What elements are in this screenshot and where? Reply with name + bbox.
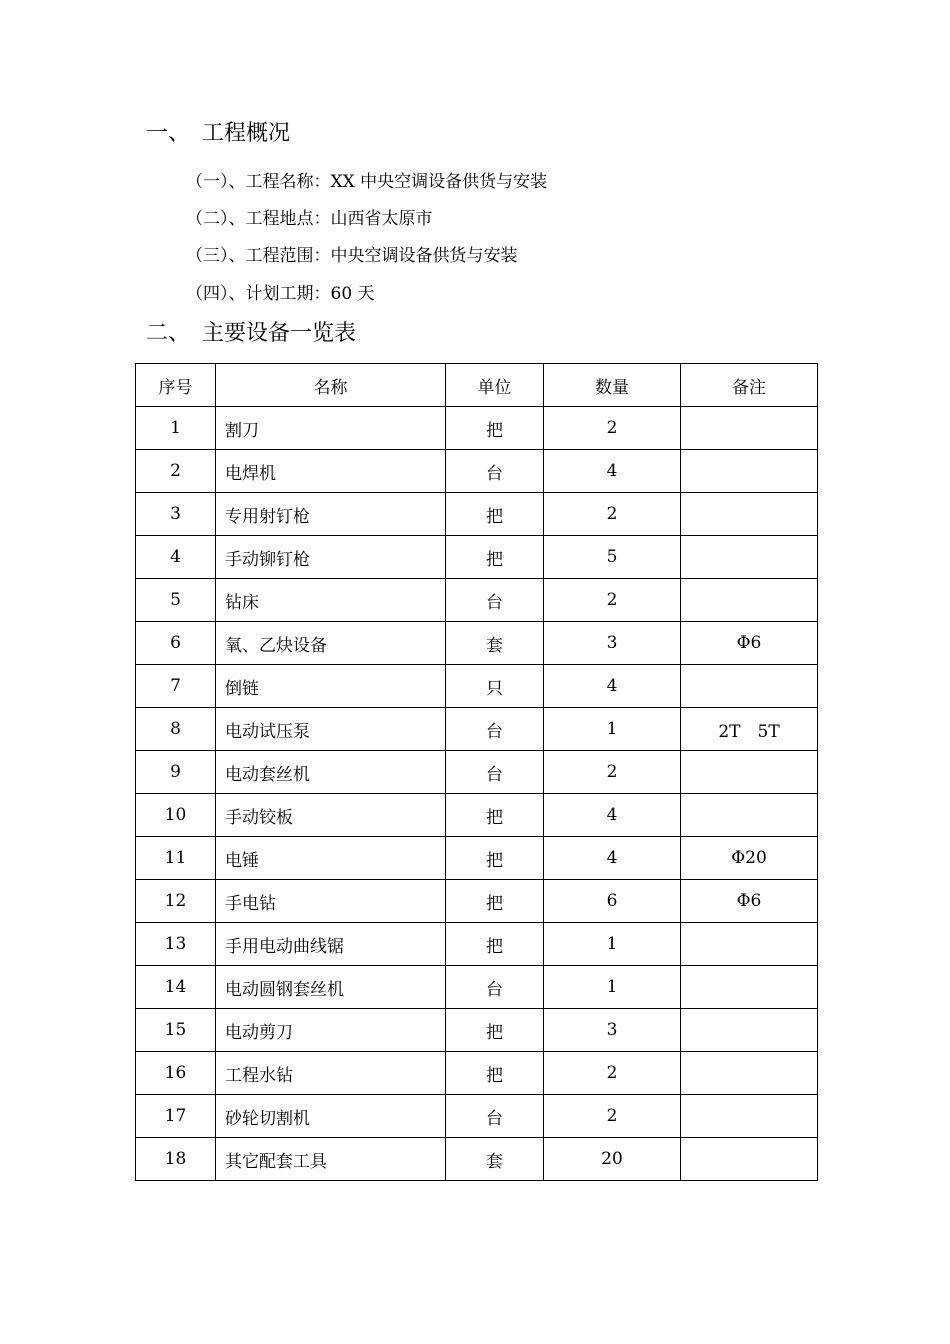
header-unit: 单位 [446, 364, 544, 407]
cell-seq: 18 [136, 1138, 216, 1181]
header-remarks: 备注 [681, 364, 818, 407]
header-seq: 序号 [136, 364, 216, 407]
cell-name: 电动剪刀 [216, 1009, 446, 1052]
cell-quantity: 2 [544, 493, 681, 536]
cell-unit: 把 [446, 493, 544, 536]
cell-unit: 台 [446, 966, 544, 1009]
cell-remarks [681, 1095, 818, 1138]
cell-remarks: Φ6 [681, 622, 818, 665]
cell-name: 其它配套工具 [216, 1138, 446, 1181]
cell-name: 工程水钻 [216, 1052, 446, 1095]
cell-unit: 把 [446, 1009, 544, 1052]
cell-unit: 把 [446, 923, 544, 966]
project-location-line: （二）、工程地点：山西省太原市 [186, 209, 433, 229]
cell-seq: 2 [136, 450, 216, 493]
section-1-title: 工程概况 [202, 121, 291, 146]
cell-unit: 台 [446, 1095, 544, 1138]
cell-seq: 8 [136, 708, 216, 751]
table-row [136, 1138, 818, 1181]
cell-seq: 5 [136, 579, 216, 622]
cell-name: 手动铆钉枪 [216, 536, 446, 579]
section-1-heading [146, 120, 290, 148]
table-header-row [136, 364, 818, 407]
project-scope-line: （三）、工程范围：中央空调设备供货与安装 [186, 246, 518, 266]
cell-quantity: 20 [544, 1138, 681, 1181]
cell-quantity: 2 [544, 579, 681, 622]
cell-quantity: 1 [544, 966, 681, 1009]
table-row [136, 536, 818, 579]
cell-quantity: 6 [544, 880, 681, 923]
cell-name: 电锤 [216, 837, 446, 880]
cell-remarks [681, 1009, 818, 1052]
header-name: 名称 [216, 364, 446, 407]
cell-name: 手电钻 [216, 880, 446, 923]
section-2-number: 二、 [146, 321, 191, 346]
cell-seq: 13 [136, 923, 216, 966]
cell-remarks [681, 407, 818, 450]
cell-name: 电焊机 [216, 450, 446, 493]
cell-unit: 把 [446, 880, 544, 923]
cell-quantity: 3 [544, 1009, 681, 1052]
section-2-title: 主要设备一览表 [202, 321, 357, 346]
cell-name: 电动圆钢套丝机 [216, 966, 446, 1009]
cell-quantity: 4 [544, 450, 681, 493]
cell-unit: 台 [446, 708, 544, 751]
cell-unit: 套 [446, 1138, 544, 1181]
cell-seq: 4 [136, 536, 216, 579]
cell-quantity: 4 [544, 794, 681, 837]
cell-remarks [681, 1052, 818, 1095]
cell-name: 手动铰板 [216, 794, 446, 837]
cell-name: 割刀 [216, 407, 446, 450]
cell-unit: 套 [446, 622, 544, 665]
cell-seq: 7 [136, 665, 216, 708]
cell-quantity: 4 [544, 665, 681, 708]
cell-name: 手用电动曲线锯 [216, 923, 446, 966]
cell-quantity: 2 [544, 407, 681, 450]
cell-name: 氧、乙炔设备 [216, 622, 446, 665]
cell-unit: 把 [446, 1052, 544, 1095]
cell-seq: 10 [136, 794, 216, 837]
section-2-heading [146, 320, 356, 348]
cell-remarks [681, 794, 818, 837]
section-1-number: 一、 [146, 121, 191, 146]
cell-unit: 把 [446, 407, 544, 450]
table-row [136, 880, 818, 923]
equipment-table [135, 363, 818, 1181]
cell-unit: 把 [446, 536, 544, 579]
cell-remarks [681, 536, 818, 579]
table-row [136, 837, 818, 880]
table-row [136, 579, 818, 622]
table-row [136, 794, 818, 837]
cell-name: 专用射钉枪 [216, 493, 446, 536]
table-row [136, 665, 818, 708]
cell-name: 倒链 [216, 665, 446, 708]
project-duration-line: （四）、计划工期：60 天 [186, 284, 375, 304]
cell-quantity: 1 [544, 923, 681, 966]
table-row [136, 708, 818, 751]
cell-seq: 16 [136, 1052, 216, 1095]
cell-seq: 17 [136, 1095, 216, 1138]
cell-quantity: 3 [544, 622, 681, 665]
cell-seq: 14 [136, 966, 216, 1009]
cell-unit: 把 [446, 794, 544, 837]
cell-remarks [681, 450, 818, 493]
table-row [136, 751, 818, 794]
cell-remarks [681, 1138, 818, 1181]
cell-remarks: Φ20 [681, 837, 818, 880]
cell-quantity: 5 [544, 536, 681, 579]
cell-quantity: 2 [544, 1052, 681, 1095]
cell-remarks [681, 751, 818, 794]
table-row [136, 923, 818, 966]
cell-seq: 15 [136, 1009, 216, 1052]
cell-unit: 把 [446, 837, 544, 880]
cell-name: 砂轮切割机 [216, 1095, 446, 1138]
cell-remarks: Φ6 [681, 880, 818, 923]
cell-seq: 9 [136, 751, 216, 794]
cell-remarks [681, 665, 818, 708]
table-row [136, 1095, 818, 1138]
table-body [136, 407, 818, 1181]
cell-seq: 3 [136, 493, 216, 536]
cell-unit: 台 [446, 579, 544, 622]
cell-quantity: 4 [544, 837, 681, 880]
table-row [136, 966, 818, 1009]
cell-seq: 12 [136, 880, 216, 923]
table-row [136, 622, 818, 665]
cell-name: 电动试压泵 [216, 708, 446, 751]
cell-name: 钻床 [216, 579, 446, 622]
cell-remarks [681, 966, 818, 1009]
cell-seq: 6 [136, 622, 216, 665]
cell-remarks: 2T 5T [681, 708, 818, 751]
cell-seq: 1 [136, 407, 216, 450]
table-row [136, 450, 818, 493]
table-row [136, 1052, 818, 1095]
cell-remarks [681, 579, 818, 622]
cell-unit: 台 [446, 751, 544, 794]
table-row [136, 493, 818, 536]
project-name-line: （一）、工程名称：XX 中央空调设备供货与安装 [186, 172, 548, 192]
cell-unit: 台 [446, 450, 544, 493]
cell-quantity: 2 [544, 1095, 681, 1138]
cell-name: 电动套丝机 [216, 751, 446, 794]
table-row [136, 407, 818, 450]
cell-unit: 只 [446, 665, 544, 708]
cell-quantity: 1 [544, 708, 681, 751]
table-row [136, 1009, 818, 1052]
header-quantity: 数量 [544, 364, 681, 407]
cell-remarks [681, 493, 818, 536]
cell-seq: 11 [136, 837, 216, 880]
cell-remarks [681, 923, 818, 966]
cell-quantity: 2 [544, 751, 681, 794]
